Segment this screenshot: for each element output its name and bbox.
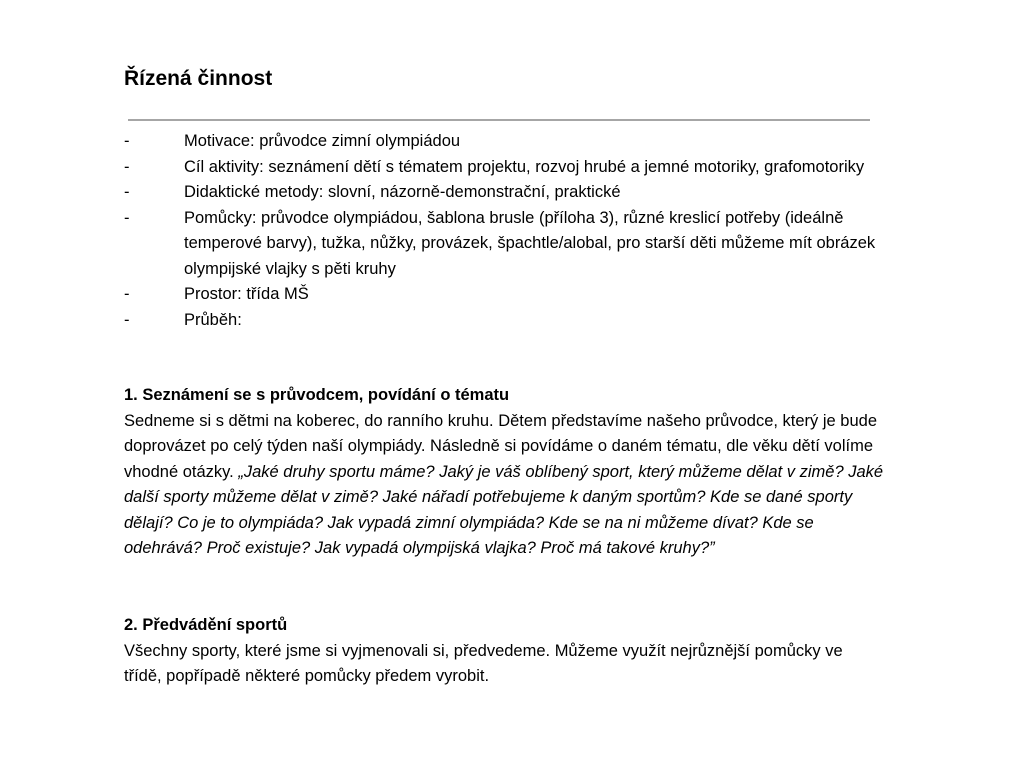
bullet-dash: - <box>124 310 130 329</box>
section-introduction <box>124 383 884 562</box>
section-heading: 1. Seznámení se s průvodcem, povídání o tématu <box>124 386 510 404</box>
section-paragraph <box>124 639 884 690</box>
list-item-motivation <box>124 129 884 155</box>
list-item-goal <box>124 155 884 181</box>
paragraph-text: Všechny sporty, které jsme si vyjmenovali si, předvedeme. Můžeme využít nejrůznější pomůcky ve třídě, popřípadě některé pomůcky předem vyrobit. <box>124 641 843 685</box>
list-item-label: Průběh: <box>184 310 242 329</box>
bullet-dash: - <box>124 132 130 150</box>
bullet-dash: - <box>124 208 130 227</box>
bullet-dash: - <box>124 157 130 176</box>
list-item-label: Didaktické metody: slovní, názorně-demonstrační, praktické <box>184 183 621 201</box>
bullet-dash: - <box>124 183 130 201</box>
paragraph-questions: „Jaké druhy sportu máme? Jaký je váš oblíbený sport, který můžeme dělat v zimě? Jaké další sporty můžeme dělat v zimě? Jaké nářadí potřebujeme k daným sportům? Kde se dané sporty dělají? Co je to olympiáda? Jak vypadá zimní olympiáda? Kde se na ni můžeme dívat? Kde se odehrává? Proč existuje? Jak vypadá olympijská vlajka? Proč má takové kruhy?” <box>124 462 884 557</box>
list-item-label: Cíl aktivity: seznámení dětí s tématem projektu, rozvoj hrubé a jemné motoriky, grafomotoriky <box>184 157 865 176</box>
list-item-space <box>124 282 884 308</box>
paragraph-text: Sedneme si s dětmi na koberec, do ranního kruhu. Dětem představíme našeho průvodce, který je bude doprovázet po celý týden naší olympiády. Následně si povídáme o daném tématu, dle věku dětí volíme vhodné otázky. <box>124 411 878 481</box>
section-heading: 2. Předvádění sportů <box>124 616 288 634</box>
list-item-label: Motivace: průvodce zimní olympiádou <box>184 132 461 150</box>
bullet-dash: - <box>124 285 130 303</box>
bullet-list <box>124 129 884 333</box>
list-item-methods <box>124 180 884 206</box>
list-item-materials <box>124 206 884 283</box>
section-sports-demo <box>124 613 884 690</box>
list-item-label: Prostor: třída MŠ <box>184 285 309 303</box>
list-item-progress <box>124 308 884 334</box>
section-paragraph <box>124 409 884 562</box>
page-title: Řízená činnost <box>124 67 273 90</box>
list-item-label: Pomůcky: průvodce olympiádou, šablona brusle (příloha 3), různé kreslicí potřeby (ideálně temperové barvy), tužka, nůžky, provázek, špachtle/alobal, pro starší děti můžeme mít obrázek olympijské vlajky s pěti kruhy <box>184 208 876 278</box>
horizontal-divider <box>128 119 870 121</box>
